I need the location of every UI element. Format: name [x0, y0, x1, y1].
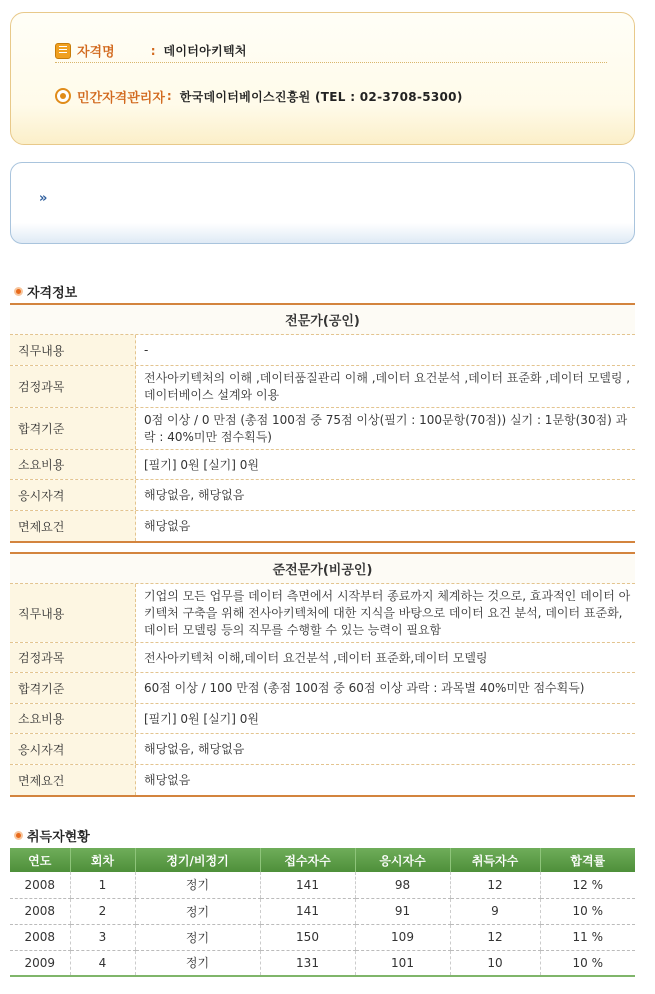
round-cell: 1 [70, 872, 135, 898]
table-row [10, 898, 635, 924]
table-row [10, 643, 635, 673]
acquirers-cell: 9 [450, 898, 540, 924]
qualification-name-row [55, 39, 607, 63]
column-header-examinees: 응시자수 [355, 848, 450, 872]
row-value: 전사아키텍처 이해,데이터 요건분석 ,데이터 표준화,데이터 모델링 [144, 650, 488, 665]
bullet-icon [14, 831, 23, 840]
table-row [10, 480, 635, 511]
manager-value: 한국데이터베이스진흥원 (TEL : 02-3708-5300) [179, 89, 463, 104]
row-label: 면제요건 [10, 511, 136, 541]
acquisition-title-text: 취득자현황 [27, 830, 90, 845]
row-label: 직무내용 [10, 335, 136, 365]
expert-table-title: 전문가(공인) [10, 305, 635, 335]
examinees-cell: 98 [355, 872, 450, 898]
year-cell: 2008 [10, 898, 70, 924]
colon: : [166, 89, 172, 103]
applicants-cell: 131 [260, 950, 355, 976]
row-value: 60점 이상 / 100 만점 (총점 100점 중 60점 이상 과락 : 과목별 40%미만 점수획득) [144, 681, 585, 695]
column-header-applicants: 접수자수 [260, 848, 355, 872]
type-cell: 정기 [135, 872, 260, 898]
semi-expert-table-title: 준전문가(비공인) [10, 554, 635, 584]
qualification-header-box [10, 12, 635, 145]
row-value: 해당없음, 해당없음 [144, 488, 245, 502]
acquirers-cell: 12 [450, 924, 540, 950]
table-row [10, 408, 635, 450]
row-label: 응시자격 [10, 734, 136, 764]
pass-rate-cell: 10 % [540, 950, 635, 976]
row-label: 합격기준 [10, 673, 136, 703]
row-value: [필기] 0원 [실기] 0원 [144, 711, 259, 726]
examinees-cell: 101 [355, 950, 450, 976]
notice-box [10, 162, 635, 244]
row-value: 해당없음 [144, 519, 191, 533]
acquirers-cell: 12 [450, 872, 540, 898]
qualification-info-title [14, 282, 77, 301]
row-label: 검정과목 [10, 366, 136, 407]
table-row [10, 450, 635, 480]
acquisition-title [14, 826, 90, 845]
table-row [10, 765, 635, 795]
row-label: 면제요건 [10, 765, 136, 795]
row-value: 0점 이상 / 0 만점 (총점 100점 중 75점 이상(필기 : 100문항(70점)) 실기 : 1문항(30점) 과락 : 40%미만 점수획득) [144, 413, 628, 444]
round-cell: 4 [70, 950, 135, 976]
year-cell: 2008 [10, 924, 70, 950]
row-label: 응시자격 [10, 480, 136, 510]
table-row [10, 924, 635, 950]
year-cell: 2008 [10, 872, 70, 898]
row-value: 전사아키텍처의 이해 ,데이터품질관리 이해 ,데이터 요건분석 ,데이터 표준화 ,데이터 모델링 ,데이터베이스 설계와 이용 [144, 371, 631, 402]
semi-expert-table [10, 552, 635, 797]
row-value: [필기] 0원 [실기] 0원 [144, 457, 259, 472]
colon: : [150, 43, 156, 58]
manager-label: 민간자격관리자 [77, 90, 165, 106]
row-label: 소요비용 [10, 450, 136, 479]
year-cell: 2009 [10, 950, 70, 976]
qualification-name-value: 데이터아키텍처 [163, 44, 247, 58]
column-header-acquirers: 취득자수 [450, 848, 540, 872]
row-value: 기업의 모든 업무를 데이터 측면에서 시작부터 종료까지 체계하는 것으로, 효과적인 데이터 아키텍처 구축을 위해 전사아키텍처에 대한 지식을 바탕으로 데이터 요건 분석, 데이터 표준화, 데이터 모델링 등의 직무를 수행할 수 있는 능력이 필요함 [144, 589, 631, 637]
applicants-cell: 141 [260, 872, 355, 898]
column-header-pass-rate: 합격률 [540, 848, 635, 872]
row-label: 직무내용 [10, 584, 136, 642]
person-icon [55, 88, 71, 104]
table-row [10, 584, 635, 643]
row-label: 합격기준 [10, 408, 136, 449]
qualification-name-label: 자격명 [77, 45, 115, 60]
examinees-cell: 109 [355, 924, 450, 950]
table-row [10, 673, 635, 704]
table-row [10, 872, 635, 898]
pass-rate-cell: 10 % [540, 898, 635, 924]
applicants-cell: 141 [260, 898, 355, 924]
table-row [10, 511, 635, 541]
table-header-row [10, 848, 635, 872]
double-chevron-icon: » [39, 191, 48, 206]
round-cell: 3 [70, 924, 135, 950]
expert-table [10, 303, 635, 543]
manager-row [55, 85, 463, 107]
applicants-cell: 150 [260, 924, 355, 950]
type-cell: 정기 [135, 898, 260, 924]
column-header-round: 회차 [70, 848, 135, 872]
row-label: 검정과목 [10, 643, 136, 672]
row-value: 해당없음, 해당없음 [144, 742, 245, 756]
row-label: 소요비용 [10, 704, 136, 733]
column-header-type: 정기/비정기 [135, 848, 260, 872]
acquirers-cell: 10 [450, 950, 540, 976]
round-cell: 2 [70, 898, 135, 924]
pass-rate-cell: 11 % [540, 924, 635, 950]
row-value: - [144, 343, 149, 357]
table-row [10, 950, 635, 976]
type-cell: 정기 [135, 924, 260, 950]
bullet-icon [14, 287, 23, 296]
column-header-year: 연도 [10, 848, 70, 872]
table-row [10, 704, 635, 734]
table-row [10, 366, 635, 408]
row-value: 해당없음 [144, 773, 191, 787]
table-row [10, 335, 635, 366]
examinees-cell: 91 [355, 898, 450, 924]
type-cell: 정기 [135, 950, 260, 976]
table-row [10, 734, 635, 765]
qualification-info-title-text: 자격정보 [27, 286, 78, 301]
acquisition-table [10, 848, 635, 977]
document-icon [55, 43, 71, 59]
pass-rate-cell: 12 % [540, 872, 635, 898]
